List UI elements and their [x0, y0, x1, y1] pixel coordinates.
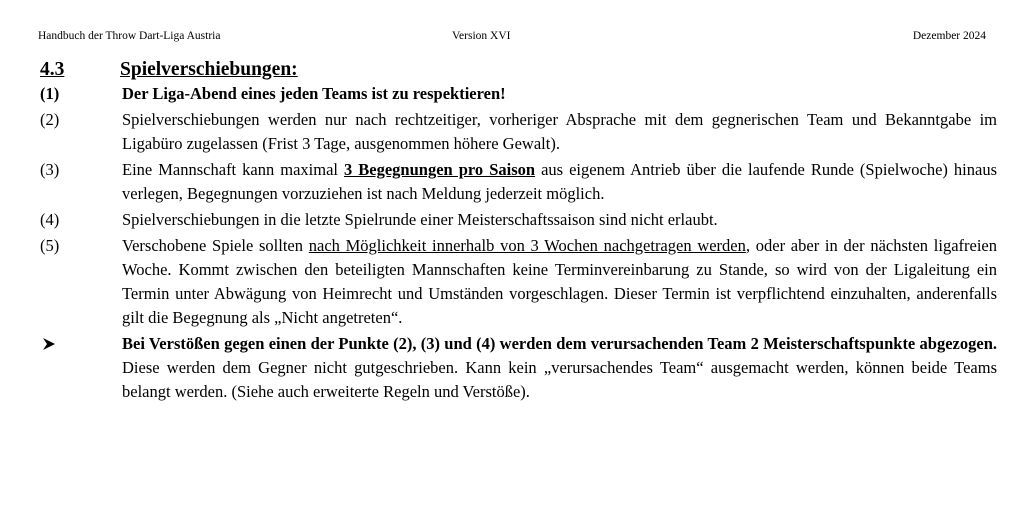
- penalty-text: [122, 332, 997, 404]
- rule-underlined: nach Möglichkeit innerhalb von 3 Wochen nachgetragen werden: [308, 236, 746, 255]
- header-version: Version XVI: [452, 30, 511, 42]
- penalty-bold: Bei Verstößen gegen einen der Punkte (2), (3) und (4) werden dem verursachenden Team 2 Meisterschaftspunkte abgezogen.: [122, 334, 997, 353]
- rule-text-after: , oder aber in der nächsten ligafreien Woche. Kommt zwischen den beteiligten Mannschaften keine Terminvereinbarung zu Stande, so wird von der Ligaleitung ein Termin unter Abwägung von Heimrecht und Umständen vorgeschlagen. Dieser Termin ist verpflichtend einzuhalten, anderenfalls gilt die Begegnung als „Nicht angetreten“.: [122, 236, 997, 327]
- rule-text-before: Verschobene Spiele sollten: [122, 236, 309, 255]
- rule-emphasis: 3 Begegnungen pro Saison: [344, 160, 536, 179]
- header-title: Handbuch der Throw Dart-Liga Austria: [38, 30, 221, 42]
- penalty-rest: Diese werden dem Gegner nicht gutgeschrieben. Kann kein „verursachendes Team“ ausgemacht werden, können beide Teams belangt werden. (Siehe auch erweiterte Regeln und Verstöße).: [122, 358, 997, 401]
- rule-text-before: Eine Mannschaft kann maximal: [122, 160, 345, 179]
- rule-item-5: [40, 234, 997, 330]
- rule-marker: (5): [40, 236, 60, 255]
- section-number: 4.3: [40, 59, 65, 80]
- rule-marker: (2): [40, 110, 60, 129]
- penalty-note: [40, 332, 997, 404]
- rule-item-1: [40, 82, 997, 106]
- rule-marker: (1): [40, 84, 60, 103]
- rule-item-3: [40, 158, 997, 206]
- rule-text: Spielverschiebungen in die letzte Spielrunde einer Meisterschaftssaison sind nicht erlaubt.: [122, 210, 718, 229]
- rule-item-2: [40, 108, 997, 156]
- header-date: Dezember 2024: [912, 30, 986, 42]
- section-title: Spielverschiebungen:: [120, 59, 298, 80]
- rule-text: [122, 158, 997, 206]
- rule-marker: (3): [40, 160, 60, 179]
- rules-list: [40, 82, 997, 406]
- rule-text: [122, 234, 997, 330]
- rule-marker: (4): [40, 210, 60, 229]
- rule-text-after: aus eigenem Antrieb über die laufende Runde (Spielwoche) hinaus verlegen, Begegnungen vorzuziehen ist nach Meldung jederzeit möglich.: [122, 160, 997, 203]
- rule-text: Spielverschiebungen werden nur nach rechtzeitiger, vorheriger Absprache mit dem gegnerischen Team und Bekanntgabe im Ligabüro zugelassen (Frist 3 Tage, ausgenommen höhere Gewalt).: [122, 110, 997, 153]
- arrow-bullet-icon: [42, 337, 56, 351]
- rule-text: Der Liga-Abend eines jeden Teams ist zu respektieren!: [122, 84, 506, 103]
- rule-item-4: [40, 208, 997, 232]
- section-heading: [40, 58, 298, 82]
